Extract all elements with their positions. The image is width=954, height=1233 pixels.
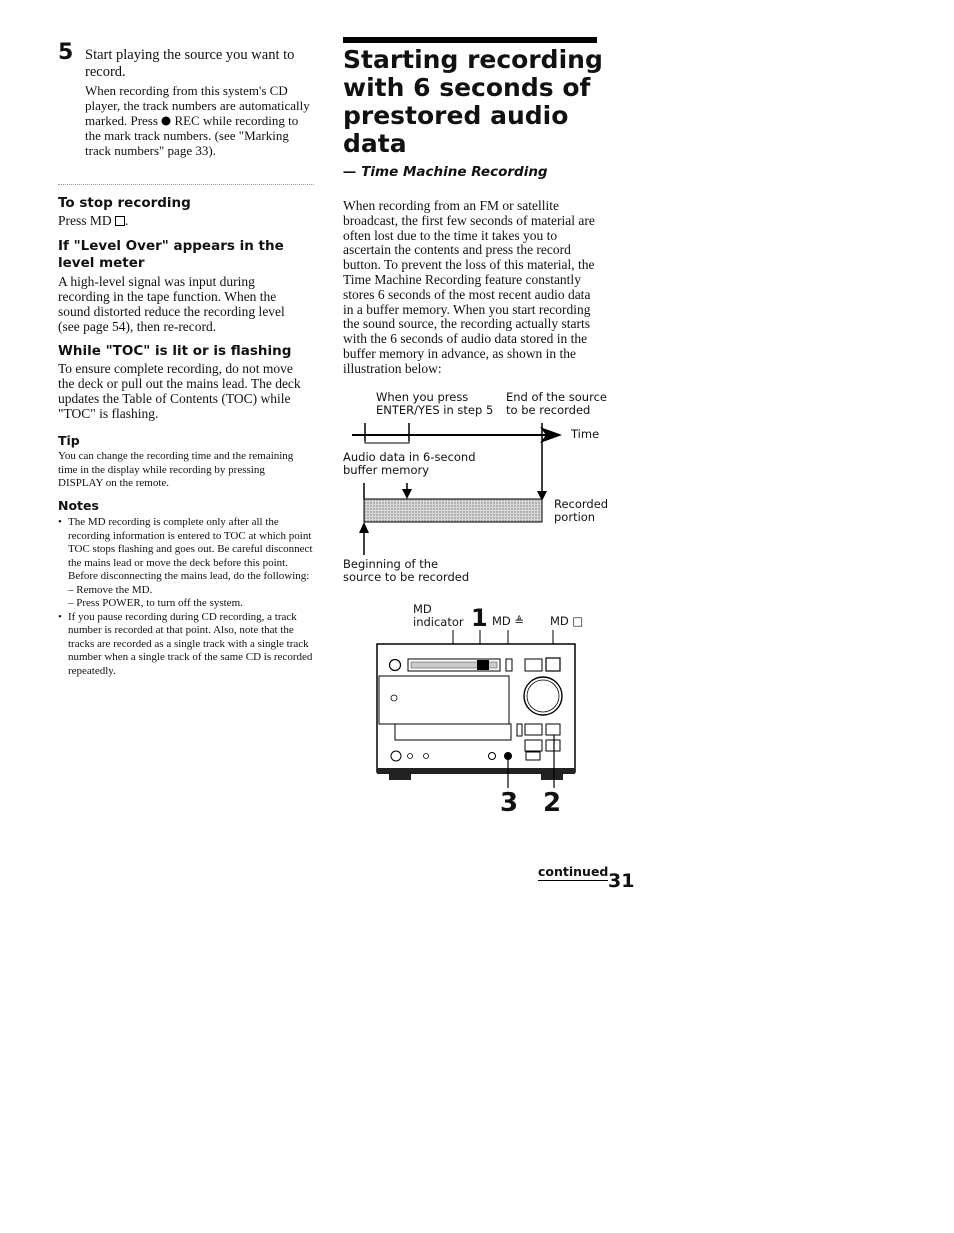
notes-item-1: The MD recording is complete only after all the recording information is entered to TOC at which point TOC stops flashing and goes out. Be careful disconnect the mains lead or move the deck before this point. Before disconnecting the mains lead, do the following: [68, 516, 313, 582]
callout-2: 2 [543, 788, 562, 818]
section-body: When recording from an FM or satellite broadcast, the first few seconds of material are often lost due to the time it takes you to ascertain the contents and press the record button. To prevent the loss of this material, the Time Machine Recording feature constantly stores 6 seconds of the most recent audio data in a buffer memory. When you start recording the sound source, the recording actually starts with the 6 seconds of audio data stored in the buffer memory in advance, as shown in the illustration below: [343, 198, 595, 376]
device-foot-left [389, 774, 411, 780]
section-divider [58, 184, 314, 185]
title-bar [343, 37, 597, 43]
notes-body [58, 516, 314, 678]
recorded-line-1: Recorded [554, 497, 609, 511]
level-over-heading: If "Level Over" appears in the level meter [58, 238, 284, 271]
buffer-line-2: buffer memory [343, 463, 430, 477]
md-eject-label: MD ≜ [492, 614, 525, 628]
recorded-bar [364, 499, 542, 522]
notes-item-2: If you pause recording during CD recording, a track number is recorded at that point. Also, note that the tracks are recorded as a single track with a single track number when a single track of the same CD is recorded repeatedly. [68, 610, 313, 677]
beginning-label [343, 558, 469, 584]
device-foot-right [541, 774, 563, 780]
stop-text [58, 213, 128, 228]
time-label: Time [571, 427, 600, 441]
md-indicator-label [413, 603, 464, 629]
stop-square-icon [115, 216, 125, 226]
end-source-label [506, 391, 607, 417]
page-subtitle: — Time Machine Recording [343, 164, 548, 180]
md-indicator-line-2: indicator [413, 615, 464, 629]
step-detail [85, 83, 317, 158]
buffer-arrowhead [402, 489, 412, 499]
page-title: Starting recording with 6 seconds of prestored audio data [343, 45, 603, 158]
step-text: Start playing the source you want to record. [85, 47, 295, 80]
toc-text: To ensure complete recording, do not move the deck or pull out the mains lead. The deck updates the Table of Contents (TOC) while "TOC" is flashing. [58, 361, 301, 421]
when-press-label [376, 391, 493, 417]
md-stop-label: MD □ [550, 614, 584, 628]
buffer-bracket [365, 441, 409, 443]
tip-heading: Tip [58, 433, 80, 448]
step-detail-pre: When recording from this system's CD player, the track numbers are automatically marked. Press [85, 83, 310, 128]
when-press-line-2: ENTER/YES in step 5 [376, 403, 494, 417]
end-source-line-1: End of the source [506, 390, 607, 404]
end-source-line-2: to be recorded [506, 403, 591, 417]
notes-sub-1: – Remove the MD. [68, 583, 153, 596]
notes-item [58, 611, 314, 679]
timeline-diagram [340, 415, 570, 560]
md-indicator-light [477, 660, 489, 670]
device-base [377, 768, 575, 774]
notes-sub-2: – Press POWER, to turn off the system. [68, 597, 243, 609]
notes-item [58, 516, 314, 611]
callout-1: 1 [471, 604, 488, 632]
callout-3-dot [504, 752, 512, 760]
stop-text-pre: Press MD [58, 213, 116, 228]
stop-heading: To stop recording [58, 195, 191, 211]
notes-heading: Notes [58, 498, 99, 513]
device-illustration [373, 628, 581, 788]
beginning-line-1: Beginning of the [343, 557, 439, 571]
recorded-line-2: portion [554, 510, 596, 524]
page-number: 31 [608, 870, 635, 892]
when-press-line-1: When you press [376, 390, 469, 404]
callout-3: 3 [500, 788, 519, 818]
step-detail-post: REC while recording to the mark track numbers. (see "Marking track numbers" page 33). [85, 113, 299, 158]
step-number: 5 [58, 40, 74, 65]
notes-list [58, 516, 314, 678]
md-indicator-line-1: MD [413, 602, 432, 616]
level-over-text: A high-level signal was input during recording in the tape function. When the sound distorted reduce the recording level (see page 54), then re-record. [58, 274, 285, 334]
beginning-arrowhead [359, 522, 369, 533]
beginning-line-2: source to be recorded [343, 570, 470, 584]
buffer-line-1: Audio data in 6-second [343, 450, 476, 464]
toc-heading: While "TOC" is lit or is flashing [58, 343, 292, 359]
record-dot-icon [161, 116, 171, 126]
tip-text: You can change the recording time and the remaining time in the display while recording by pressing DISPLAY on the remote. [58, 450, 294, 489]
stop-text-post: . [125, 213, 129, 228]
continued-label: continued [538, 864, 609, 879]
